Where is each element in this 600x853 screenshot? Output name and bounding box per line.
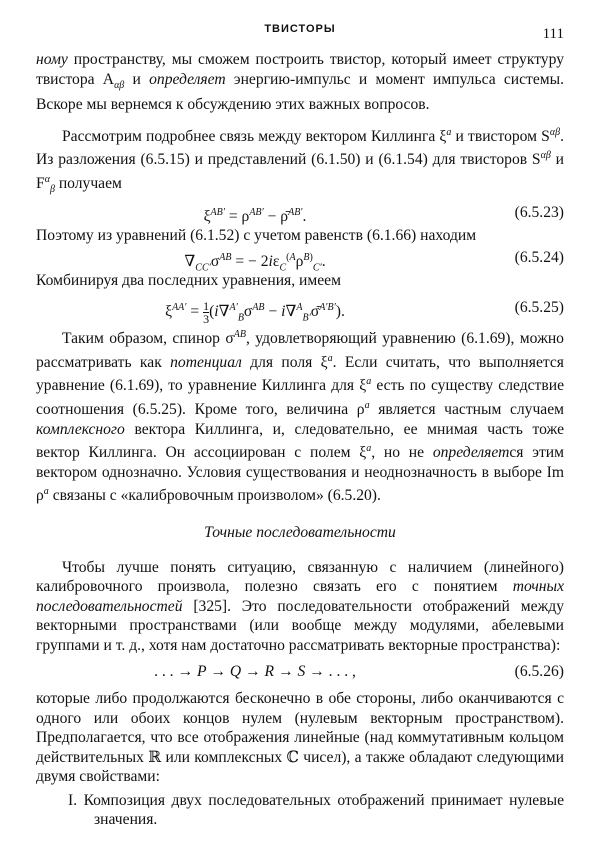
equation-6-5-24 xyxy=(36,247,564,274)
equation-number: (6.5.24) xyxy=(514,249,564,267)
equation-6-5-26 xyxy=(36,661,564,683)
page-header xyxy=(36,20,564,50)
paragraph-text: ному пространству, мы сможем построить твистор, который имеет структуру твистора $A_{\alpha\beta}$ и определяет энергию-импульс и момент импульса системы. Вскоре мы вернемся к обсуждению этих важных вопросов. xyxy=(36,51,564,114)
equation-6-5-23 xyxy=(36,202,564,224)
paragraph-text: Комбинируя два последних уравнения, имеем xyxy=(36,272,341,290)
equation-body: $\nabla_{CC'}\sigma^{AB}$ = − $2i\varepsilon_C^{(A}\rho^{B)}_{C'}$. xyxy=(184,252,326,274)
equation-number: (6.5.25) xyxy=(514,298,564,316)
equation-body: . . . → P → Q → R → S → . . . , xyxy=(154,663,356,681)
list-item xyxy=(36,791,564,830)
paragraph-3 xyxy=(36,226,564,246)
running-head: ТВИСТОРЫ xyxy=(264,23,336,35)
equation-body: $\xi^{AA'}$ = $\frac{1}{3}$ ($i\nabla^{A'}_B\sigma^{AB}$ − i∇$^A_{B'}$σ̄$^{A'B'}$). xyxy=(165,298,345,326)
list-text: Композиция двух последовательных отображений принимает нулевые значения. xyxy=(83,791,564,829)
paragraph-5 xyxy=(36,325,564,506)
paragraph-text: Поэтому из уравнений (6.1.52) с учетом равенств (6.1.66) находим xyxy=(36,226,477,244)
equation-6-5-25 xyxy=(36,293,564,326)
list-marker: I. xyxy=(68,791,78,809)
equation-number: (6.5.26) xyxy=(514,663,564,681)
paragraph-text: Таким образом, спинор $\sigma^{AB}$, удовлетворяющий уравнению (6.1.69), можно рассматривать как потенциал для поля $\xi^a$. Если считать, что выполняется уравнение (6.1.69), то уравнение Киллинга для $\xi^a$ есть по существу следствие соотношения (6.5.25). Кроме того, величина $\rho^a$ является частным случаем комплексного вектора Киллинга, и, следовательно, ее мнимая часть тоже вектор Киллинга. Он ассоциирован с полем $\xi^a$, но не определяется этим вектором однозначно. Условия существования и неоднозначность в выборе Im $\rho^a$ связаны с «калибровочным произволом» (6.5.20). xyxy=(36,328,565,505)
paragraph-6 xyxy=(36,558,564,656)
equation-number: (6.5.23) xyxy=(514,203,564,221)
paragraph-text: которые либо продолжаются бесконечно в обе стороны, либо оканчиваются с одного или обоих концов нулем (нулевым векторным пространством). Предполагается, что все отображения линейные (над коммутативным кольцом действительных ℝ или комплексных ℂ чисел), а также обладают следующими двумя свойствами: xyxy=(36,690,564,786)
paragraph-2 xyxy=(36,123,564,200)
paragraph-7 xyxy=(36,689,564,787)
page-number: 111 xyxy=(542,26,564,42)
book-page xyxy=(36,20,564,830)
paragraph-1 xyxy=(36,50,564,115)
section-title: Точные последовательности xyxy=(204,523,396,541)
paragraph-text: Рассмотрим подробнее связь между вектором Киллинга $\xi^a$ и твистором $S^{\alpha\beta}$. Из разложения (6.5.15) и представлений (6.1.50) и (6.1.54) для твисторов $S^{\alpha\beta}$ и $F^\alpha_\beta$ получаем xyxy=(36,126,564,196)
paragraph-text: Чтобы лучше понять ситуацию, связанную с наличием (линейного) калибровочного произвола, полезно связать его с понятием точных последовательностей [325]. Это последовательности отображений между векторными пространствами (или вообще между модулями, абелевыми группами и т. д., хотя нам достаточно рассматривать векторные пространства): xyxy=(36,558,564,654)
equation-body: $\xi^{AB'} = \rho^{AB'}$ − ρ̄$^{AB'}$. xyxy=(203,206,307,225)
